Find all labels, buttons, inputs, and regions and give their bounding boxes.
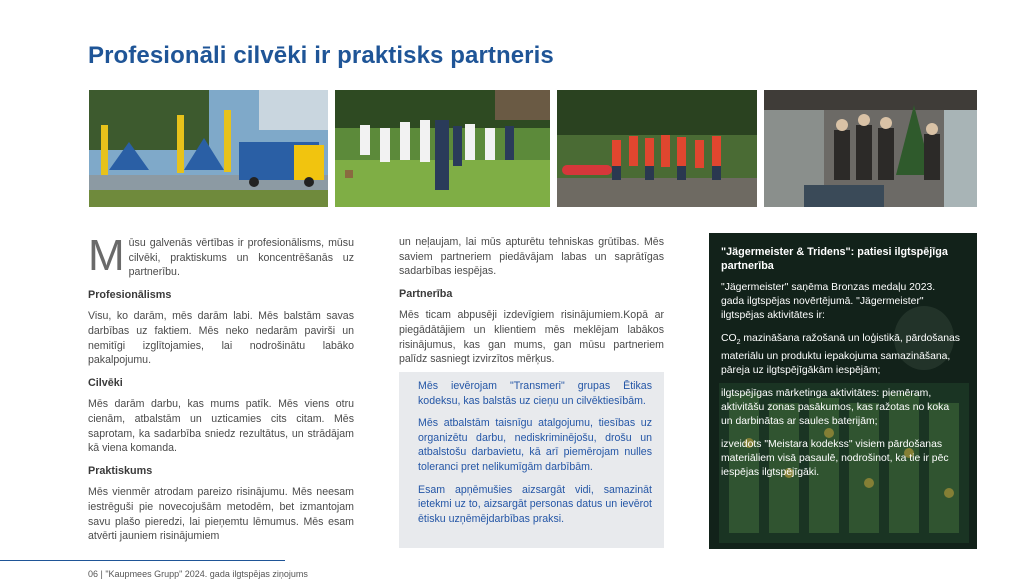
co2-text: CO — [721, 333, 737, 344]
text-professionalism: Visu, ko darām, mēs darām labi. Mēs balstām savas darbības uz faktiem. Mēs neko nedarām pavirši un nemitīgi izglītojamies, lai nodrošinātu labāko pakalpojumu. — [88, 310, 354, 367]
co2-subscript: 2 — [736, 339, 741, 347]
photo-team-kayaks — [557, 90, 757, 207]
intro-paragraph — [88, 231, 354, 280]
middle-column — [399, 235, 664, 375]
footer-divider — [0, 560, 285, 561]
heading-practicality: Praktiskums — [88, 464, 153, 477]
photo-event-tents — [89, 90, 328, 207]
page-footer: 06 | "Kaupmees Grupp" 2024. gada ilgtspējas ziņojums — [88, 569, 308, 579]
heading-people: Cilvēki — [88, 376, 123, 389]
left-column — [88, 231, 354, 552]
drop-cap: M — [88, 231, 125, 280]
continued-text: un neļaujam, lai mūs apturētu tehniskas grūtības. Mēs saviem partneriem piedāvājam labas un saprātīgas sadarbības iespējas. — [399, 236, 664, 278]
intro-text: ūsu galvenās vērtības ir profesionālisms, mūsu cilvēki, praktiskums un koncentrēšanās uz partnerību. — [128, 237, 354, 279]
heading-professionalism: Profesionālisms — [88, 288, 172, 301]
case-paragraph-2-text: mazināšana ražošanā un loģistikā, pārdošanas materiālu un produktu iepakojuma samazināšana, pāreja uz ilgtspējīgākām iespējām; — [721, 333, 960, 377]
quote-paragraph-2: Mēs atbalstām taisnīgu atalgojumu, tiesības uz organizētu darbu, nediskriminējošu, drošu un atbalstošu darbavietu, kā arī piemērojam nulles toleranci pret nelikumīgām darbībām. — [418, 417, 652, 473]
case-paragraph-4: izveidots "Meistara kodekss" visiem pārdošanas materiāliem visā pasaulē, nodrošinot, ka tie ir pēc iespējas ilgtspējīgāki. — [721, 439, 949, 479]
jagermeister-case-box — [709, 233, 977, 549]
ethics-quote-box — [399, 372, 664, 548]
case-paragraph-3: ilgtspējīgas mārketinga aktivitātes: piemēram, aktivitāšu zonas pasākumos, kas ražotas no koka un darbinātas ar saules baterijām; — [721, 388, 950, 428]
text-partnership: Mēs ticam abpusēji izdevīgiem risinājumiem.Kopā ar piegādātājiem un klientiem mēs meklējam labākos risinājumus, kas gan mums, gan mūsu partneriem palīdz sasniegt izvirzītos mērķus. — [399, 309, 664, 366]
heading-partnership: Partnerība — [399, 287, 453, 300]
quote-paragraph-1: Mēs ievērojam "Transmeri" grupas Ētikas kodeksu, kas balstās uz cieņu un cilvēktiesībām. — [418, 380, 652, 407]
photo-team-office — [764, 90, 977, 207]
text-people: Mēs darām darbu, kas mums patīk. Mēs viens otru cienām, atbalstām un uzticamies cits citam. Mēs saprotam, ka sadarbība sniedz rezultātus, un strādājam kā viena komanda. — [88, 398, 354, 455]
case-heading: "Jägermeister & Tridens": patiesi ilgtspējīga partnerība — [721, 246, 948, 272]
case-paragraph-1: "Jägermeister" saņēma Bronzas medaļu 2023. gada ilgtspējas novērtējumā. "Jägermeister" ilgtspējas aktivitātes ir: — [721, 282, 936, 321]
case-paragraph-2 — [721, 332, 961, 378]
quote-paragraph-3: Esam apņēmušies aizsargāt vidi, samazināt ietekmi uz to, aizsargāt personas datus un ievērot ētisku uzņēmējdarbības praksi. — [418, 483, 652, 525]
page-title: Profesionāli cilvēki ir praktisks partneris — [88, 42, 554, 69]
photo-team-meadow — [335, 90, 550, 207]
text-practicality: Mēs vienmēr atrodam pareizo risinājumu. Mēs neesam iestrēguši pie novecojušām metodēm, bet izmantojam savu plašo pieredzi, lai pieņemtu lēmumus. Mēs esam atvērti jauniem risinājumiem — [88, 486, 354, 543]
